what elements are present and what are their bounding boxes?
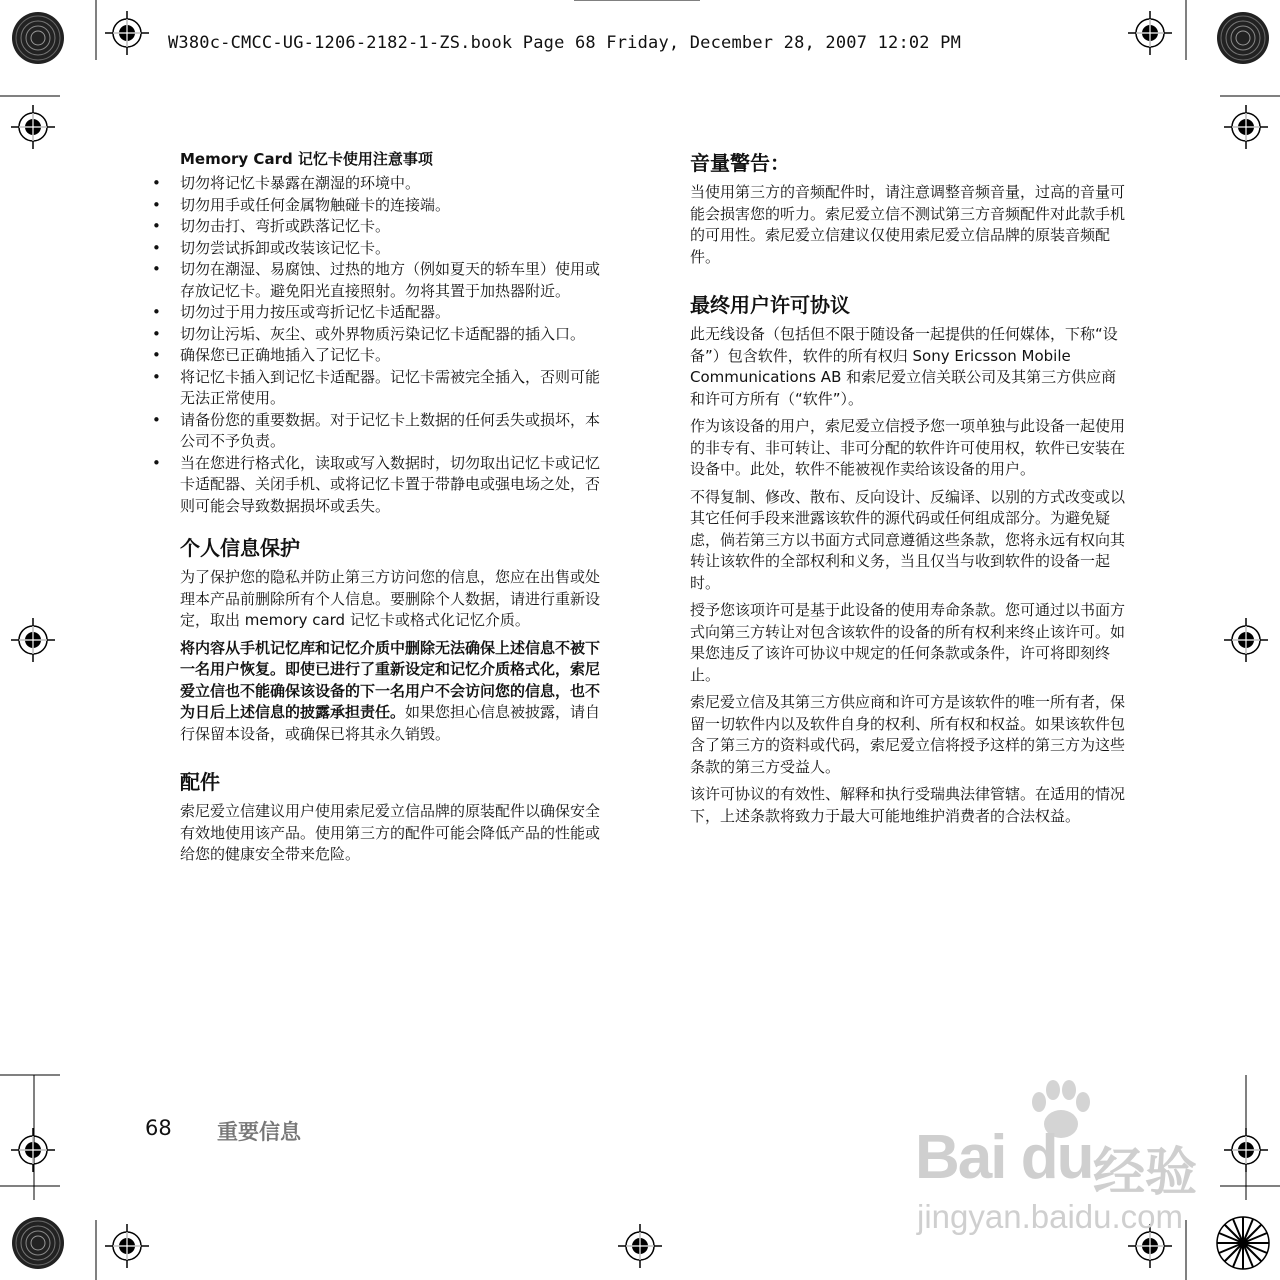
memory-card-title: Memory Card 记忆卡使用注意事项	[180, 150, 433, 168]
baidu-watermark	[905, 1080, 1205, 1250]
eula-paragraph: 此无线设备（包括但不限于随设备一起提供的任何媒体，下称“设备”）包含软件，软件的所有权归 Sony Ericsson Mobile Communications AB 和索尼爱立信关联公司及其第三方供应商和许可方所有（“软件”）。	[690, 325, 1118, 408]
privacy-heading: 个人信息保护	[180, 536, 300, 560]
list-item: • 切勿用手或任何金属物触碰卡的连接端。	[180, 195, 610, 217]
watermark-url: jingyan.baidu.com	[917, 1198, 1183, 1235]
privacy-warning-bold: 将内容从手机记忆库和记忆介质中删除无法确保上述信息不被下一名用户恢复。即使已进行了重新设定和记忆介质格式化，索尼爱立信也不能确保该设备的下一名用户不会访问您的信息，也不为日后上述信息的披露承担责任。	[180, 638, 601, 721]
volume-warning-heading: 音量警告：	[690, 151, 790, 175]
eula-paragraph: 授予您该项许可是基于此设备的使用寿命条款。您可通过以书面方式向第三方转让对包含该软件的设备的所有权利来终止该许可。如果您违反了该许可协议中规定的任何条款或条件，许可将即刻终止。	[690, 601, 1126, 684]
section-title: 重要信息	[217, 1120, 301, 1144]
book-header: W380c-CMCC-UG-1206-2182-1-ZS.book Page 68 Friday, December 28, 2007 12:02 PM	[168, 33, 962, 53]
list-item: • 将记忆卡插入到记忆卡适配器。记忆卡需被完全插入，否则可能无法正常使用。	[180, 367, 610, 410]
eula-paragraph: 索尼爱立信及其第三方供应商和许可方是该软件的唯一所有者，保留一切软件内以及软件自身的权利、所有权和权益。如果该软件包含了第三方的资料或代码，索尼爱立信将授予这样的第三方为这些条款的第三方受益人。	[690, 693, 1126, 776]
list-item: • 切勿过于用力按压或弯折记忆卡适配器。	[180, 302, 610, 324]
list-item: • 切勿在潮湿、易腐蚀、过热的地方（例如夏天的轿车里）使用或存放记忆卡。避免阳光直接照射。勿将其置于加热器附近。	[180, 259, 610, 302]
right-column	[690, 150, 1130, 833]
list-item: • 切勿击打、弯折或跌落记忆卡。	[180, 216, 610, 238]
page-number: 68	[145, 1116, 172, 1140]
left-column	[180, 148, 610, 872]
privacy-warning-paragraph	[180, 638, 610, 746]
volume-warning-paragraph: 当使用第三方的音频配件时，请注意调整音频音量，过高的音量可能会损害您的听力。索尼爱立信不测试第三方音频配件对此款手机的可用性。索尼爱立信建议仅使用索尼爱立信品牌的原装音频配件。	[690, 183, 1126, 266]
list-item: • 切勿让污垢、灰尘、或外界物质污染记忆卡适配器的插入口。	[180, 324, 610, 346]
list-item: • 确保您已正确地插入了记忆卡。	[180, 345, 610, 367]
list-item: • 请备份您的重要数据。对于记忆卡上数据的任何丢失或损坏，本公司不予负责。	[180, 410, 610, 453]
list-item: • 当在您进行格式化，读取或写入数据时，切勿取出记忆卡或记忆卡适配器、关闭手机、或将记忆卡置于带静电或强电场之处，否则可能会导致数据损坏或丢失。	[180, 453, 610, 518]
list-item: • 切勿将记忆卡暴露在潮湿的环境中。	[180, 173, 610, 195]
accessories-paragraph: 索尼爱立信建议用户使用索尼爱立信品牌的原装配件以确保安全有效地使用该产品。使用第三方的配件可能会降低产品的性能或给您的健康安全带来危险。	[180, 802, 601, 863]
privacy-paragraph: 为了保护您的隐私并防止第三方访问您的信息，您应在出售或处理本产品前删除所有个人信息。要删除个人数据，请进行重新设定，取出 memory card 记忆卡或格式化记忆介质。	[180, 568, 601, 629]
eula-heading: 最终用户许可协议	[690, 293, 850, 317]
privacy-warning-rest: 如果您担心信息被披露，请自行保留本设备，或确保已将其永久销毁。	[180, 703, 601, 743]
list-item: • 切勿尝试拆卸或改装该记忆卡。	[180, 238, 610, 260]
memory-card-bullets	[180, 173, 610, 517]
accessories-heading: 配件	[180, 770, 220, 794]
watermark-logo-cn: 经验	[1093, 1143, 1198, 1203]
watermark-logo-text: Bai du	[915, 1123, 1093, 1192]
eula-paragraph: 该许可协议的有效性、解释和执行受瑞典法律管辖。在适用的情况下，上述条款将致力于最大可能地维护消费者的合法权益。	[690, 785, 1126, 825]
eula-paragraph: 作为该设备的用户，索尼爱立信授予您一项单独与此设备一起使用的非专有、非可转让、非可分配的软件许可使用权，软件已安装在设备中。此处，软件不能被视作卖给该设备的用户。	[690, 417, 1126, 478]
eula-paragraph: 不得复制、修改、散布、反向设计、反编译、以别的方式改变或以其它任何手段来泄露该软件的源代码或任何组成部分。为避免疑虑，倘若第三方以书面方式同意遵循这些条款，您将永远有权向其转让该软件的全部权利和义务，当且仅当与收到软件的设备一起时。	[690, 487, 1126, 592]
